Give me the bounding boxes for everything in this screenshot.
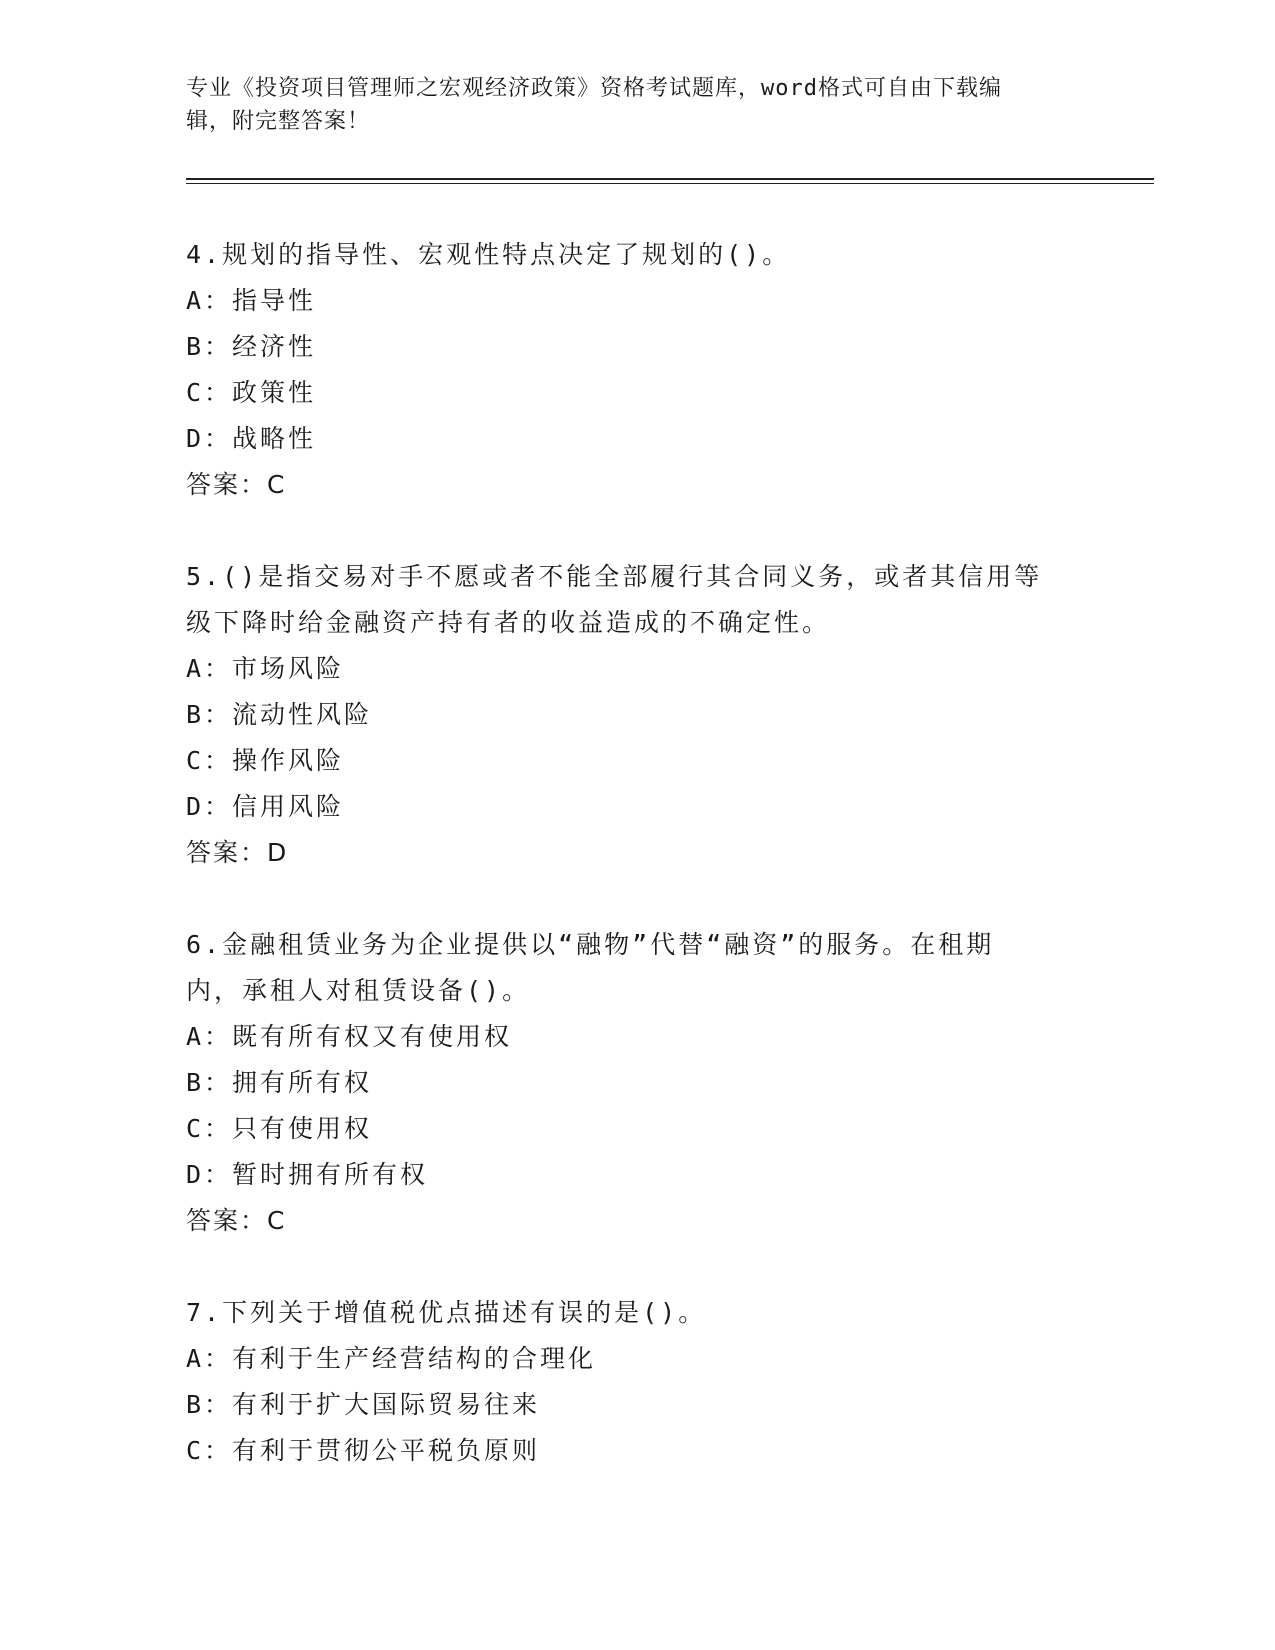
question-4 <box>186 232 1086 508</box>
option-a: A：市场风险 <box>186 654 345 683</box>
option-a: A：既有所有权又有使用权 <box>186 1022 513 1051</box>
question-6 <box>186 922 1086 1244</box>
option-d: D：信用风险 <box>186 792 345 821</box>
header-line-1: 专业《投资项目管理师之宏观经济政策》资格考试题库，word格式可自由下载编 <box>186 76 1002 101</box>
option-a: A：有利于生产经营结构的合理化 <box>186 1344 597 1373</box>
answer: 答案：D <box>186 838 289 867</box>
option-b: B：经济性 <box>186 332 317 361</box>
option-b: B：拥有所有权 <box>186 1068 373 1097</box>
question-text-line-2: 级下降时给金融资产持有者的收益造成的不确定性。 <box>186 608 831 637</box>
question-text: 4.规划的指导性、宏观性特点决定了规划的()。 <box>186 240 791 269</box>
question-text-line-2: 内，承租人对租赁设备()。 <box>186 976 531 1005</box>
option-b: B：有利于扩大国际贸易往来 <box>186 1390 541 1419</box>
question-text: 7.下列关于增值税优点描述有误的是()。 <box>186 1298 707 1327</box>
answer: 答案：C <box>186 1206 287 1235</box>
header-divider-thin <box>186 183 1154 184</box>
option-c: C：操作风险 <box>186 746 345 775</box>
option-c: C：政策性 <box>186 378 317 407</box>
question-list <box>186 232 1086 1520</box>
header-divider-thick <box>186 178 1154 180</box>
document-header <box>186 72 1086 138</box>
question-7 <box>186 1290 1086 1474</box>
question-text-line-1: 5.()是指交易对手不愿或者不能全部履行其合同义务，或者其信用等 <box>186 562 1043 591</box>
option-d: D：战略性 <box>186 424 317 453</box>
answer: 答案：C <box>186 470 287 499</box>
option-c: C：只有使用权 <box>186 1114 373 1143</box>
option-c: C：有利于贯彻公平税负原则 <box>186 1436 541 1465</box>
option-b: B：流动性风险 <box>186 700 373 729</box>
option-d: D：暂时拥有所有权 <box>186 1160 429 1189</box>
header-line-2: 辑，附完整答案！ <box>186 109 371 134</box>
option-a: A：指导性 <box>186 286 317 315</box>
question-5 <box>186 554 1086 876</box>
question-text-line-1: 6.金融租赁业务为企业提供以“融物”代替“融资”的服务。在租期 <box>186 930 995 959</box>
